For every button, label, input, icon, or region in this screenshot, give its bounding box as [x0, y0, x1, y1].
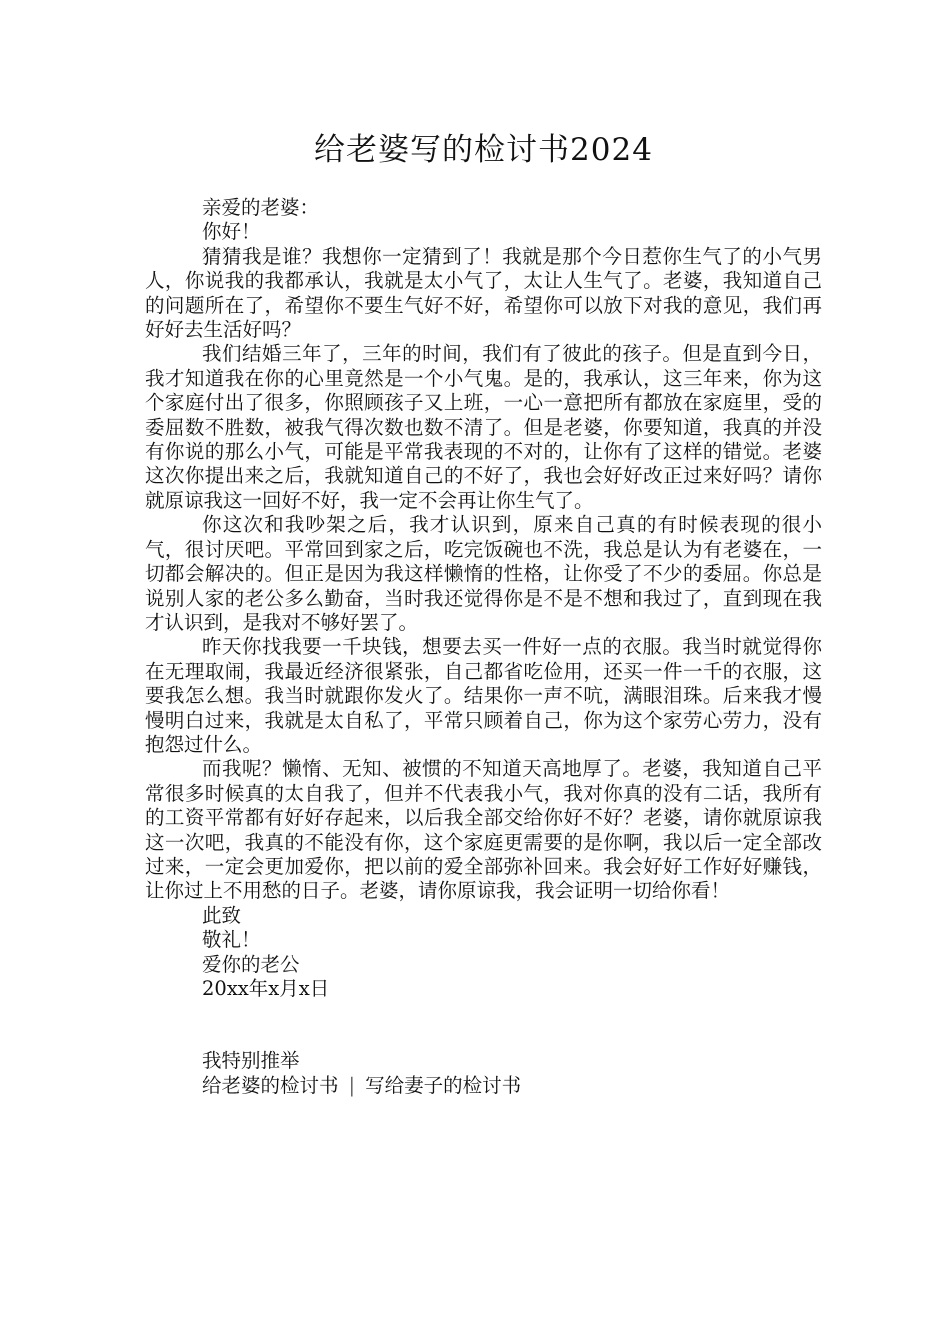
section-spacer [145, 1001, 822, 1049]
closing-line: 此致 [202, 903, 242, 927]
paragraph: 猜猜我是谁？我想你一定猜到了！我就是那个今日惹你生气了的小气男人，你说我的我都承认，我就是太小气了，太让人生气了。老婆，我知道自己的问题所在了，希望你不要生气好不好，希望你可以放下对我的意见，我们再好好去生活好吗？ [145, 244, 822, 342]
recommend-link-1[interactable]: 给老婆的检讨书 [202, 1073, 339, 1097]
document-title: 给老婆写的检讨书2024 [314, 132, 653, 168]
paragraph: 昨天你找我要一千块钱，想要去买一件好一点的衣服。我当时就觉得你在无理取闹，我最近经济很紧张，自己都省吃俭用，还买一件一千的衣服，这要我怎么想。我当时就跟你发火了。结果你一声不吭，满眼泪珠。后来我才慢慢明白过来，我就是太自私了，平常只顾着自己，你为这个家劳心劳力，没有抱怨过什么。 [145, 635, 822, 756]
letter-body [145, 196, 822, 1098]
salutation: 亲爱的老婆： [202, 196, 320, 219]
letter-date: 20xx年x月x日 [202, 977, 330, 1000]
recommend-link-2[interactable]: 写给妻子的检讨书 [365, 1073, 522, 1097]
paragraph: 我们结婚三年了，三年的时间，我们有了彼此的孩子。但是直到今日，我才知道我在你的心里竟然是一个小气鬼。是的，我承认，这三年来，你为这个家庭付出了很多，你照顾孩子又上班，一心一意把所有都放在家庭里，受的委屈数不胜数，被我气得次数也数不清了。但是老婆，你要知道，我真的并没有你说的那么小气，可能是平常我表现的不对的，让你有了这样的错觉。老婆这次你提出来之后，我就知道自己的不好了，我也会好好改正过来好吗？请你就原谅我这一回好不好，我一定不会再让你生气了。 [145, 342, 822, 512]
recommend-links [145, 1074, 822, 1098]
greeting: 你好！ [202, 220, 261, 244]
paragraph: 你这次和我吵架之后，我才认识到，原来自己真的有时候表现的很小气，很讨厌吧。平常回到家之后，吃完饭碗也不洗，我总是认为有老婆在，一切都会解决的。但正是因为我这样懒惰的性格，让你受了不少的委屈。你总是说别人家的老公多么勤奋，当时我还觉得你是不是不想和我过了，直到现在我才认识到，是我对不够好罢了。 [145, 513, 822, 634]
signature: 爱你的老公 [202, 952, 300, 976]
paragraph: 而我呢？懒惰、无知、被惯的不知道天高地厚了。老婆，我知道自己平常很多时候真的太自我了，但并不代表我小气，我对你真的没有二话，我所有的工资平常都有好好存起来，以后我全部交给你好不好？老婆，请你就原谅我这一次吧，我真的不能没有你，这个家庭更需要的是你啊，我以后一定全部改过来，一定会更加爱你，把以前的爱全部弥补回来。我会好好工作好好赚钱，让你过上不用愁的日子。老婆，请你原谅我，我会证明一切给你看！ [145, 757, 822, 903]
link-separator: | [348, 1073, 356, 1097]
recommend-heading: 我特别推举 [202, 1049, 300, 1073]
closing-salute: 敬礼！ [202, 928, 261, 952]
document-page [145, 128, 822, 1098]
